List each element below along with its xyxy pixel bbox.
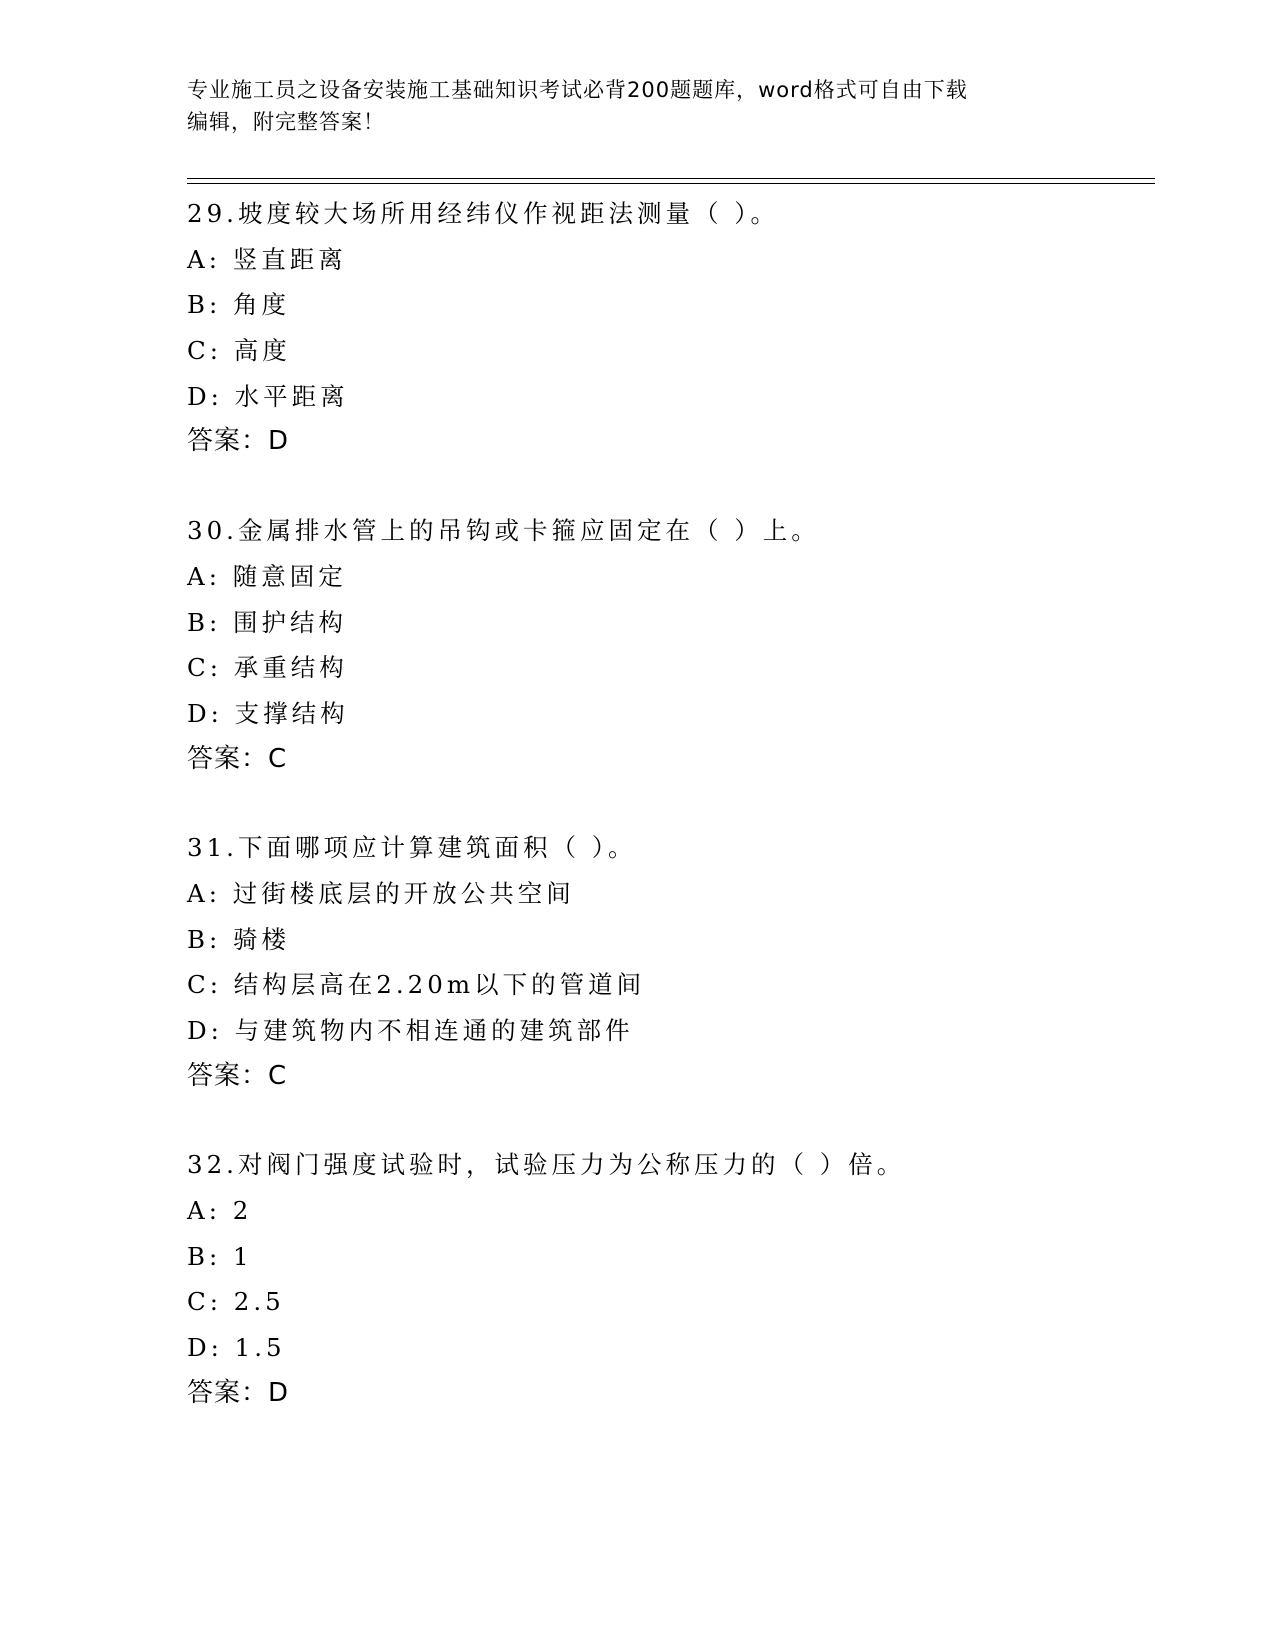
answer-line: 答案：C bbox=[187, 1060, 288, 1091]
question-stem: 29.坡度较大场所用经纬仪作视距法测量（ ）。 bbox=[187, 199, 779, 228]
option-b: B: 1 bbox=[187, 1241, 253, 1271]
document-header bbox=[187, 74, 1087, 138]
option-a: A: 竖直距离 bbox=[187, 244, 347, 274]
answer-line: 答案：D bbox=[187, 1377, 290, 1408]
header-title-line-2: 编辑，附完整答案！ bbox=[187, 110, 385, 134]
option-b: B: 角度 bbox=[187, 290, 291, 320]
option-c: C: 高度 bbox=[187, 336, 291, 366]
option-b: B: 围护结构 bbox=[187, 607, 348, 637]
option-a: A: 过街楼底层的开放公共空间 bbox=[187, 878, 575, 908]
question-stem: 31.下面哪项应计算建筑面积（ ）。 bbox=[187, 833, 637, 863]
option-c: C: 结构层高在2.20m以下的管道间 bbox=[187, 970, 646, 1000]
option-d: D: 与建筑物内不相连通的建筑部件 bbox=[187, 1016, 634, 1045]
option-c: C: 2.5 bbox=[187, 1287, 285, 1317]
option-d: D: 支撑结构 bbox=[187, 698, 349, 728]
option-a: A: 2 bbox=[187, 1196, 253, 1226]
header-title-line-1: 专业施工员之设备安装施工基础知识考试必背200题题库，word格式可自由下载 bbox=[187, 78, 968, 102]
header-divider-top bbox=[187, 178, 1155, 179]
option-d: D: 水平距离 bbox=[187, 381, 349, 411]
option-d: D: 1.5 bbox=[187, 1333, 286, 1363]
answer-line: 答案：C bbox=[187, 743, 288, 774]
question-stem: 30.金属排水管上的吊钩或卡箍应固定在（ ）上。 bbox=[187, 516, 820, 546]
question-32 bbox=[187, 1142, 1155, 1416]
answer-line: 答案：D bbox=[187, 426, 290, 457]
question-list bbox=[187, 191, 1155, 1460]
option-a: A: 随意固定 bbox=[187, 561, 347, 591]
question-29 bbox=[187, 191, 1155, 465]
option-b: B: 骑楼 bbox=[187, 924, 291, 954]
question-stem: 32.对阀门强度试验时，试验压力为公称压力的（ ）倍。 bbox=[187, 1150, 906, 1180]
question-31 bbox=[187, 825, 1155, 1099]
header-divider-bottom bbox=[187, 183, 1155, 184]
option-c: C: 承重结构 bbox=[187, 653, 348, 683]
question-30 bbox=[187, 508, 1155, 782]
